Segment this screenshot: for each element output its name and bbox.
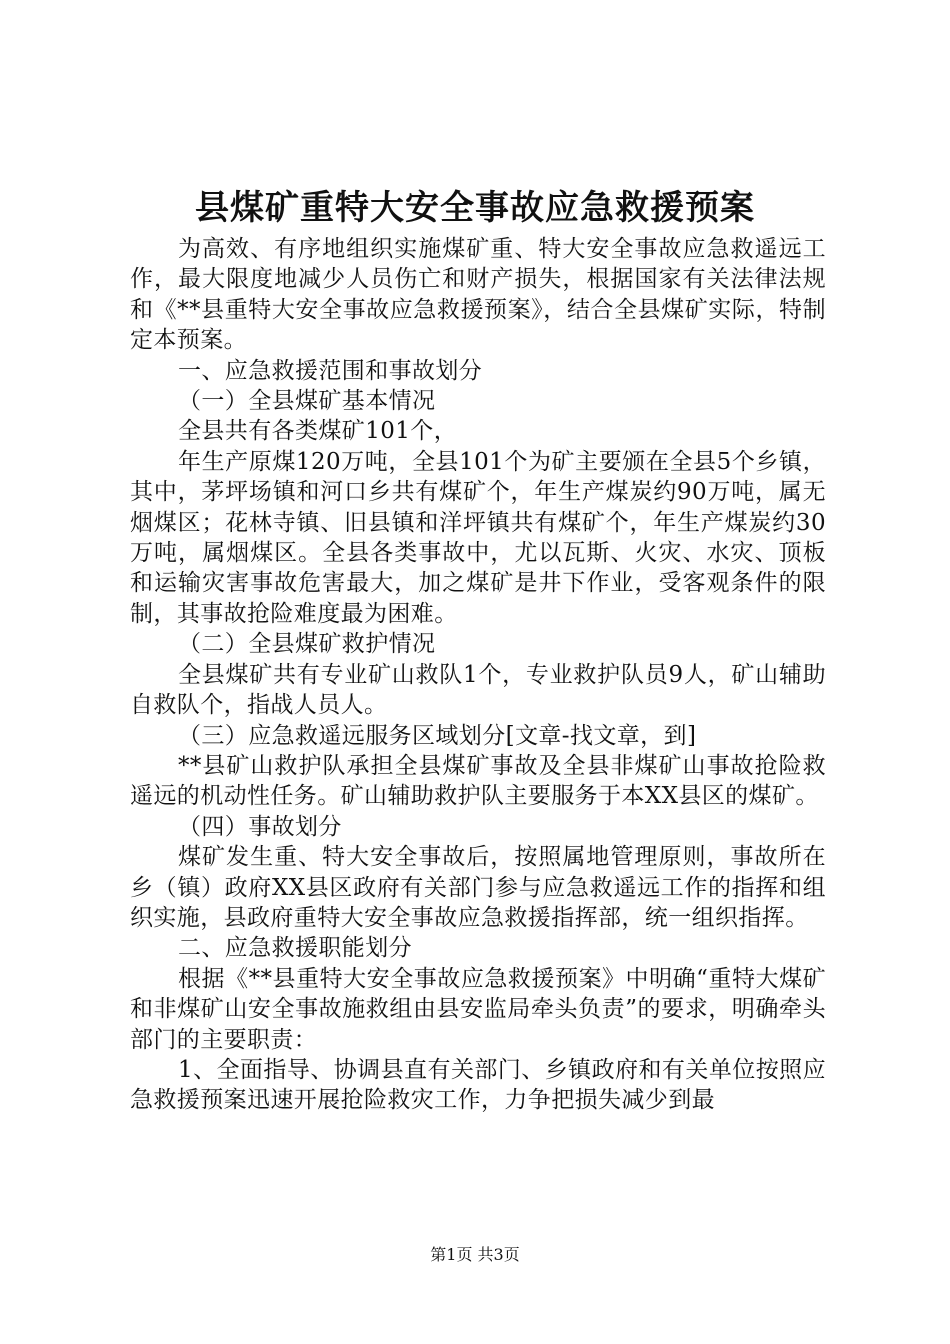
subsection-heading-1-4: （四）事故划分 bbox=[178, 813, 342, 840]
subsection-heading-1-2: （二）全县煤矿救护情况 bbox=[178, 631, 436, 658]
document-body bbox=[130, 234, 826, 1116]
page-footer: 第1页 共3页 bbox=[430, 1245, 520, 1264]
section-heading-2: 二、应急救援职能划分 bbox=[178, 935, 412, 962]
paragraph: 根据《**县重特大安全事故应急救援预案》中明确“重特大煤矿和非煤矿山安全事故施救组由县安监局牵头负责”的要求，明确牵头部门的主要职责： bbox=[130, 965, 826, 1053]
paragraph: 全县煤矿共有专业矿山救队1个，专业救护队员9人，矿山辅助自救队个，指战人员人。 bbox=[130, 661, 826, 719]
subsection-heading-1-1: （一）全县煤矿基本情况 bbox=[178, 388, 436, 415]
intro-paragraph: 为高效、有序地组织实施煤矿重、特大安全事故应急救遥远工作，最大限度地减少人员伤亡和财产损失，根据国家有关法律法规和《**县重特大安全事故应急救援预案》，结合全县煤矿实际，特制定本预案。 bbox=[130, 236, 826, 354]
paragraph: 煤矿发生重、特大安全事故后，按照属地管理原则，事故所在乡（镇）政府XX县区政府有关部门参与应急救遥远工作的指挥和组织实施，县政府重特大安全事故应急救援指挥部，统一组织指挥。 bbox=[130, 844, 826, 931]
paragraph: **县矿山救护队承担全县煤矿事故及全县非煤矿山事故抢险救遥远的机动性任务。矿山辅助救护队主要服务于本XX县区的煤矿。 bbox=[130, 752, 826, 810]
subsection-heading-1-3: （三）应急救遥远服务区域划分[文章-找文章，到] bbox=[178, 722, 697, 749]
list-item: 1、全面指导、协调县直有关部门、乡镇政府和有关单位按照应急救援预案迅速开展抢险救灾工作，力争把损失减少到最 bbox=[130, 1056, 826, 1114]
section-heading-1: 一、应急救援范围和事故划分 bbox=[178, 357, 483, 384]
paragraph: 年生产原煤120万吨，全县101个为矿主要颁在全县5个乡镇，其中，茅坪场镇和河口乡共有煤矿个，年生产煤炭约90万吨，属无烟煤区；花林寺镇、旧县镇和洋坪镇共有煤矿个，年生产煤炭约30万吨，属烟煤区。全县各类事故中，尤以瓦斯、火灾、水灾、顶板和运输灾害事故危害最大，加之煤矿是井下作业，受客观条件的限制，其事故抢险难度最为困难。 bbox=[130, 448, 826, 627]
paragraph: 全县共有各类煤矿101个， bbox=[178, 418, 458, 445]
document-title: 县煤矿重特大安全事故应急救援预案 bbox=[195, 188, 755, 228]
